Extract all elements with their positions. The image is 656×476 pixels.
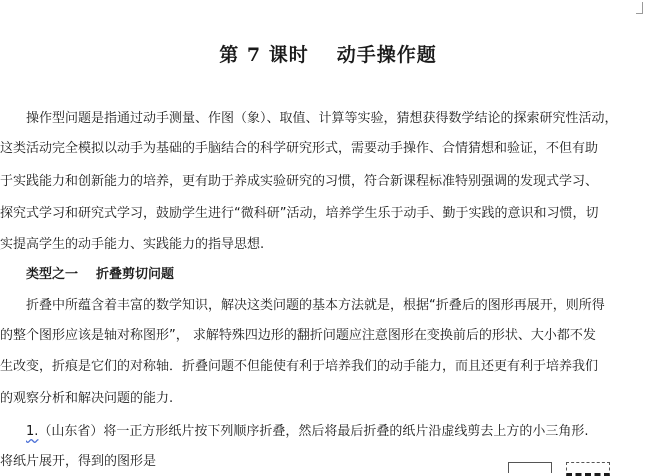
intro-line-4: 探究式学习和研究式学习，鼓励学生进行“微科研”活动，培养学生乐于动手、勤于实践的意识和习惯，切	[0, 206, 599, 221]
intro-line-3: 于实践能力和创新能力的培养，更有助于养成实验研究的习惯，符合新课程标准特别强调的发现式学习、	[0, 174, 599, 189]
page-title	[0, 40, 656, 67]
section-heading	[26, 267, 174, 283]
fold-line-2: 的整个图形应该是轴对称图形”， 求解特殊四边形的翻折问题应注意图形在变换前后的形状、大小都不发	[0, 328, 596, 343]
title-lesson: 第 7 课时	[219, 44, 309, 66]
figure-fragment-dashed	[566, 462, 610, 476]
question-number: 1.	[26, 424, 39, 439]
fold-line-3: 生改变，折痕是它们的对称轴．折叠问题不但能使有利于培养我们的动手能力，而且还更有利于培养我们	[0, 359, 599, 374]
page-corner-mark	[636, 2, 650, 14]
question-text: 将一正方形纸片按下列顺序折叠，然后将最后折叠的纸片沿虚线剪去上方的小三角形.	[103, 424, 589, 439]
fold-line-4: 的观察分析和解决问题的能力.	[0, 391, 174, 406]
question-1	[26, 424, 589, 440]
fold-line-1: 折叠中所蕴含着丰富的数学知识，解决这类问题的基本方法就是，根据“折叠后的图形再展开，则所得	[26, 298, 605, 313]
figure-fragment-solid	[508, 462, 552, 473]
question-source: （山东省）	[38, 424, 104, 439]
intro-line-5: 实提高学生的动手能力、实践能力的指导思想.	[0, 237, 265, 252]
question-continue: 将纸片展开，得到的图形是	[0, 454, 157, 469]
title-topic: 动手操作题	[336, 44, 437, 66]
section-label: 类型之一	[26, 267, 79, 282]
intro-line-1: 操作型问题是指通过动手测量、作图（象）、取值、计算等实验，猜想获得数学结论的探索研究性活动，	[26, 111, 618, 126]
intro-line-2: 这类活动完全模拟以动手为基础的手脑结合的科学研究形式，需要动手操作、合情猜想和验证，不但有助	[0, 141, 599, 156]
section-name: 折叠剪切问题	[96, 267, 175, 282]
